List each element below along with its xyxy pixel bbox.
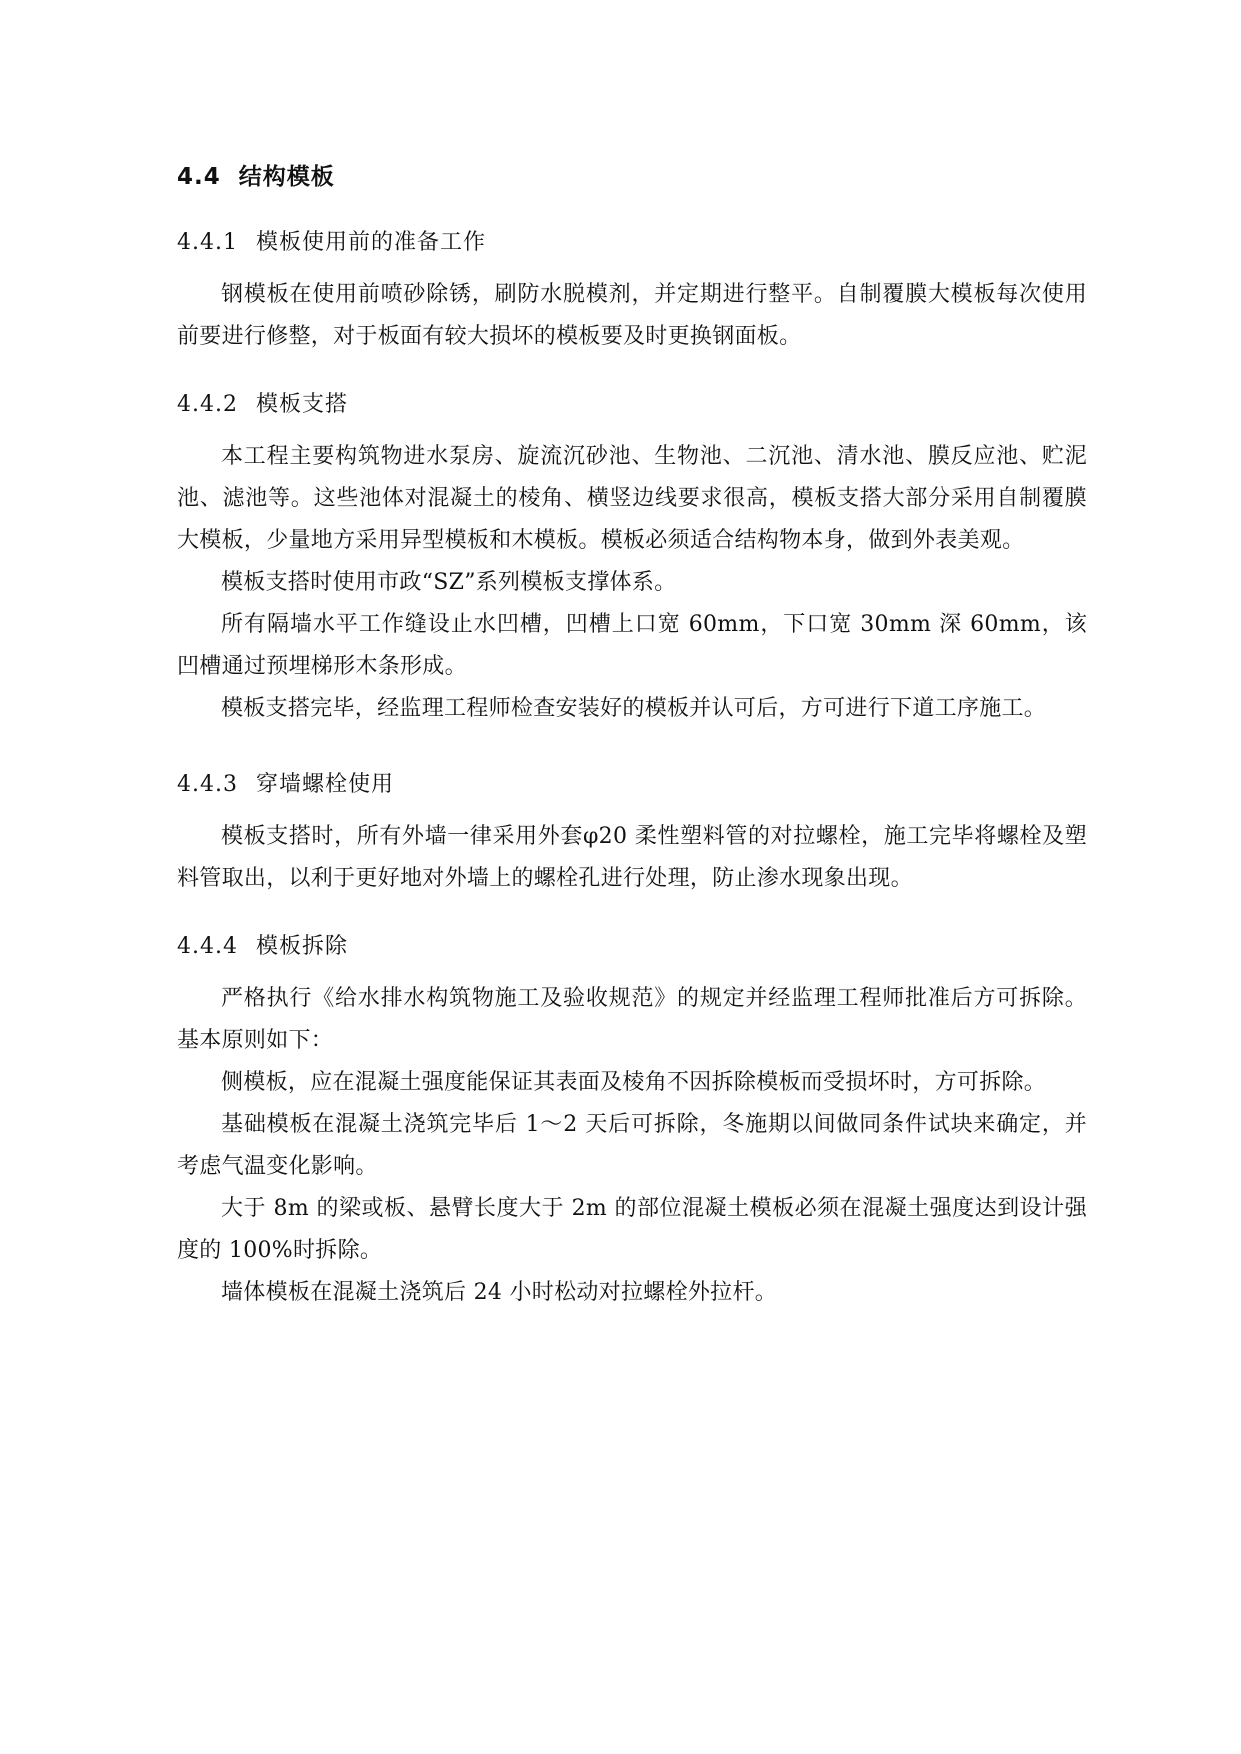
subsection-heading-4-4-2 xyxy=(177,390,1087,420)
subsection-number: 4.4.4 xyxy=(177,934,238,959)
subsection-number: 4.4.1 xyxy=(177,230,238,255)
paragraph: 模板支搭完毕，经监理工程师检查安装好的模板并认可后，方可进行下道工序施工。 xyxy=(221,696,1047,721)
subsection-title: 模板支搭 xyxy=(255,392,348,417)
paragraph: 模板支搭时使用市政“SZ”系列模板支撑体系。 xyxy=(221,570,677,595)
subsection-heading-4-4-3 xyxy=(177,770,1087,800)
paragraph: 严格执行《给水排水构筑物施工及验收规范》的规定并经监理工程师批准后方可拆除。基本原则如下： xyxy=(177,986,1087,1053)
subsection-heading-4-4-4 xyxy=(177,932,1087,962)
subsection-number: 4.4.2 xyxy=(177,392,238,417)
paragraph: 钢模板在使用前喷砂除锈，刷防水脱模剂，并定期进行整平。自制覆膜大模板每次使用前要进行修整，对于板面有较大损坏的模板要及时更换钢面板。 xyxy=(177,282,1087,349)
section-heading xyxy=(177,162,1087,192)
paragraph: 模板支搭时，所有外墙一律采用外套φ20 柔性塑料管的对拉螺栓，施工完毕将螺栓及塑料管取出，以利于更好地对外墙上的螺栓孔进行处理，防止渗水现象出现。 xyxy=(177,824,1087,891)
paragraph: 基础模板在混凝土浇筑完毕后 1～2 天后可拆除，冬施期以间做同条件试块来确定，并考虑气温变化影响。 xyxy=(177,1112,1087,1179)
section-number: 4.4 xyxy=(177,164,221,190)
subsection-title: 模板使用前的准备工作 xyxy=(255,230,486,255)
paragraph: 大于 8m 的梁或板、悬臂长度大于 2m 的部位混凝土模板必须在混凝土强度达到设计强度的 100%时拆除。 xyxy=(177,1196,1087,1263)
subsection-title: 穿墙螺栓使用 xyxy=(255,772,394,797)
paragraph: 墙体模板在混凝土浇筑后 24 小时松动对拉螺栓外拉杆。 xyxy=(221,1280,778,1305)
subsection-number: 4.4.3 xyxy=(177,772,238,797)
subsection-title: 模板拆除 xyxy=(255,934,348,959)
paragraph: 本工程主要构筑物进水泵房、旋流沉砂池、生物池、二沉池、清水池、膜反应池、贮泥池、滤池等。这些池体对混凝土的棱角、横竖边线要求很高，模板支搭大部分采用自制覆膜大模板，少量地方采用异型模板和木模板。模板必须适合结构物本身，做到外表美观。 xyxy=(177,444,1087,553)
section-title: 结构模板 xyxy=(238,164,335,190)
paragraph: 侧模板，应在混凝土强度能保证其表面及棱角不因拆除模板而受损坏时，方可拆除。 xyxy=(221,1070,1047,1095)
paragraph: 所有隔墙水平工作缝设止水凹槽，凹槽上口宽 60mm，下口宽 30mm 深 60mm，该凹槽通过预埋梯形木条形成。 xyxy=(177,612,1087,679)
subsection-heading-4-4-1 xyxy=(177,228,1087,258)
